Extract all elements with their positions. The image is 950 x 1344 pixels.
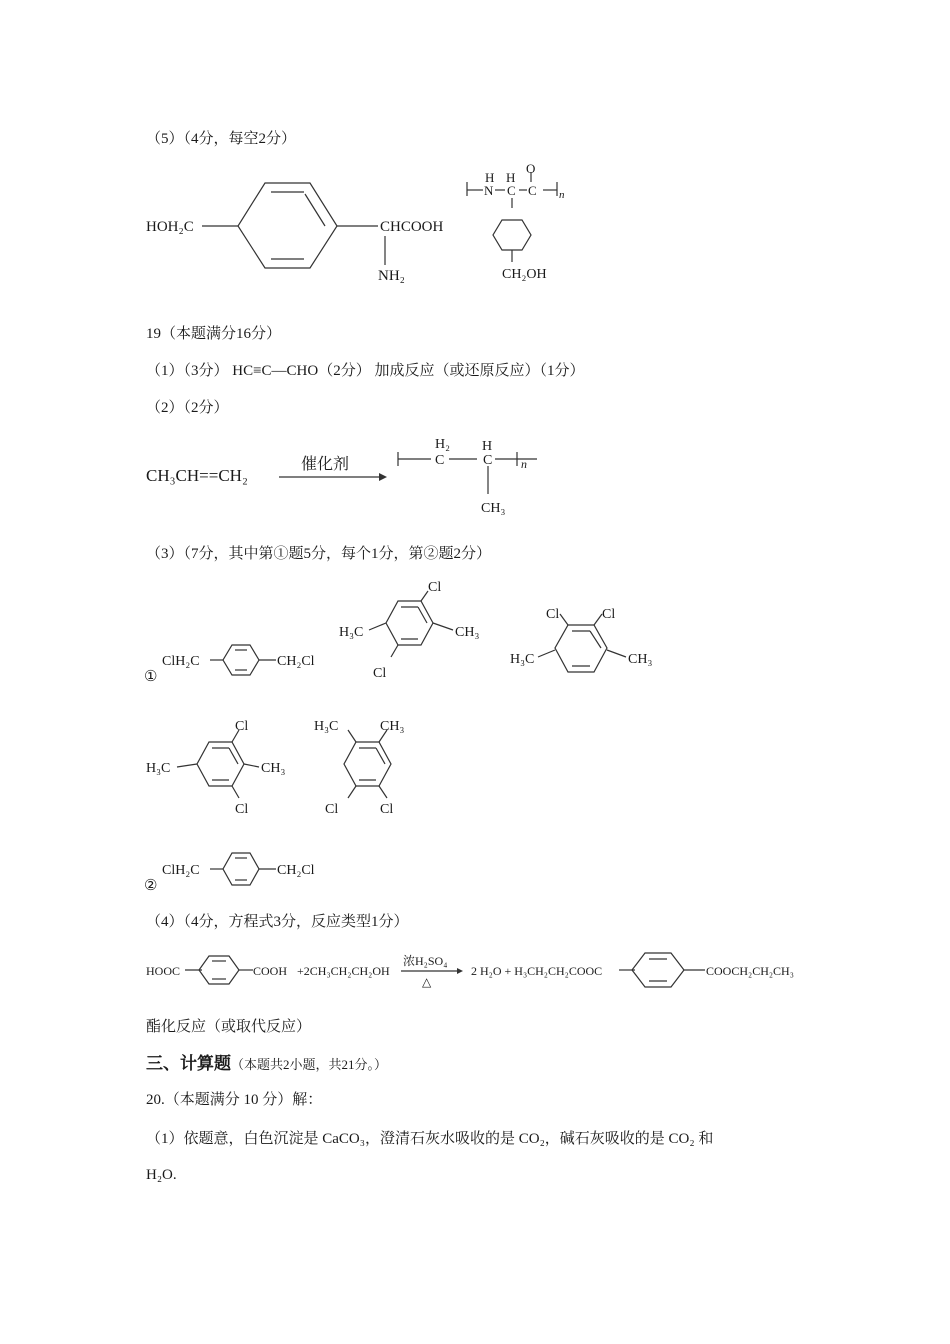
polymer1-n: N xyxy=(484,183,494,198)
polymer2-c2: C xyxy=(483,453,493,468)
eq-rhs2: COOCH₂CH₂CH₃ xyxy=(706,964,794,978)
catalyst-label: 催化剂 xyxy=(301,456,350,473)
section3-heading xyxy=(146,1049,387,1074)
structure-dichloro-xylene-c xyxy=(145,712,305,822)
mol1-bottom-label: NH₂ xyxy=(378,268,405,284)
structure-dichloro-xylene-b xyxy=(508,600,668,690)
mol1-right-label: CHCOOH xyxy=(380,219,444,235)
q19-part3: （3）（7分，其中第①题5分，每个1分，第②题2分） xyxy=(146,546,492,562)
structure-polyamide xyxy=(465,160,575,290)
eq-lhs1: HOOC xyxy=(146,964,181,978)
eq-lhs2: COOH xyxy=(253,964,288,978)
s6-left: ClH₂C xyxy=(162,863,200,878)
polymer2-ch3: CH₃ xyxy=(481,501,506,516)
polymer1-h1: H xyxy=(485,170,495,185)
q19-part4: （4）（4分，方程式3分，反应类型1分） xyxy=(146,914,409,930)
structure-bis-chloromethyl-benzene-2 xyxy=(160,845,330,895)
s2-ch3: CH₃ xyxy=(455,625,480,640)
s1-right: CH₂Cl xyxy=(277,654,315,669)
s3-cl-right: Cl xyxy=(602,607,616,622)
s3-h3c: H₃C xyxy=(510,652,535,667)
circle-1: ① xyxy=(144,669,158,685)
s3-cl-left: Cl xyxy=(546,607,560,622)
polymer1-c1: C xyxy=(507,183,516,198)
q19-part2: （2）（2分） xyxy=(146,400,229,416)
eq-lhs3: +2CH₃CH₂CH₂OH xyxy=(297,964,390,978)
polymer2-h: H xyxy=(482,439,493,454)
polymer1-h2: H xyxy=(506,170,516,185)
q18-part5: （5）（4分，每空2分） xyxy=(146,131,297,147)
s4-h3c: H₃C xyxy=(146,761,171,776)
s6-right: CH₂Cl xyxy=(277,863,315,878)
polymer2-h2: H₂ xyxy=(435,437,450,452)
section3-note: （本题共2小题，共21分。） xyxy=(231,1057,388,1072)
esterification-equation xyxy=(145,945,810,995)
q20-line1: （1）依题意，白色沉淀是 CaCO₃，澄清石灰水吸收的是 CO₂，碱石灰吸收的是 CO₂ 和 xyxy=(146,1131,714,1147)
q19-title: 19（本题满分16分） xyxy=(146,326,282,342)
eq-cond-bottom: △ xyxy=(422,975,432,989)
polymer1-subscript: n xyxy=(559,189,565,201)
polymer2-c1: C xyxy=(435,453,445,468)
s4-cl-bottom: Cl xyxy=(235,802,249,817)
rxn-reactant: CH₃CH==CH₂ xyxy=(146,466,248,485)
structure-dichloro-xylene-d xyxy=(310,712,430,822)
structure-dichloro-xylene-a xyxy=(335,575,495,685)
structure-polypropylene xyxy=(395,432,555,522)
q20-line2: H₂O. xyxy=(146,1167,177,1183)
structure-hydroxymethylphenylglycine xyxy=(140,170,460,290)
rxn-arrow-catalyst xyxy=(275,450,395,490)
mol1-left-label: HOH₂C xyxy=(146,219,194,235)
circle-2: ② xyxy=(144,878,158,894)
q19-reaction-type: 酯化反应（或取代反应） xyxy=(146,1019,312,1035)
s5-cl-left: Cl xyxy=(325,802,339,817)
polymer1-c2: C xyxy=(528,183,537,198)
s4-cl-top: Cl xyxy=(235,719,249,734)
s2-cl-top: Cl xyxy=(428,580,442,595)
s3-ch3: CH₃ xyxy=(628,652,653,667)
s2-cl-bottom: Cl xyxy=(373,666,387,681)
s2-h3c: H₃C xyxy=(339,625,364,640)
q19-part1: （1）（3分） HC≡C—CHO（2分） 加成反应（或还原反应）（1分） xyxy=(146,363,585,379)
polymer1-o: O xyxy=(526,161,536,176)
s1-left: ClH₂C xyxy=(162,654,200,669)
q20-title: 20.（本题满分 10 分）解： xyxy=(146,1092,323,1108)
s5-ch3: CH₃ xyxy=(380,719,405,734)
polymer1-bottom: CH₂OH xyxy=(502,267,547,282)
eq-rhs1: 2 H₂O + H₃CH₂CH₂COOC xyxy=(471,964,603,978)
polymer2-n: n xyxy=(521,457,527,471)
s5-h3c: H₃C xyxy=(314,719,339,734)
s4-ch3: CH₃ xyxy=(261,761,286,776)
s5-cl-right: Cl xyxy=(380,802,394,817)
section3-title: 三、计算题 xyxy=(146,1054,231,1073)
structure-bis-chloromethyl-benzene-1 xyxy=(160,635,330,685)
eq-cond-top: 浓H₂SO₄ xyxy=(403,954,448,968)
